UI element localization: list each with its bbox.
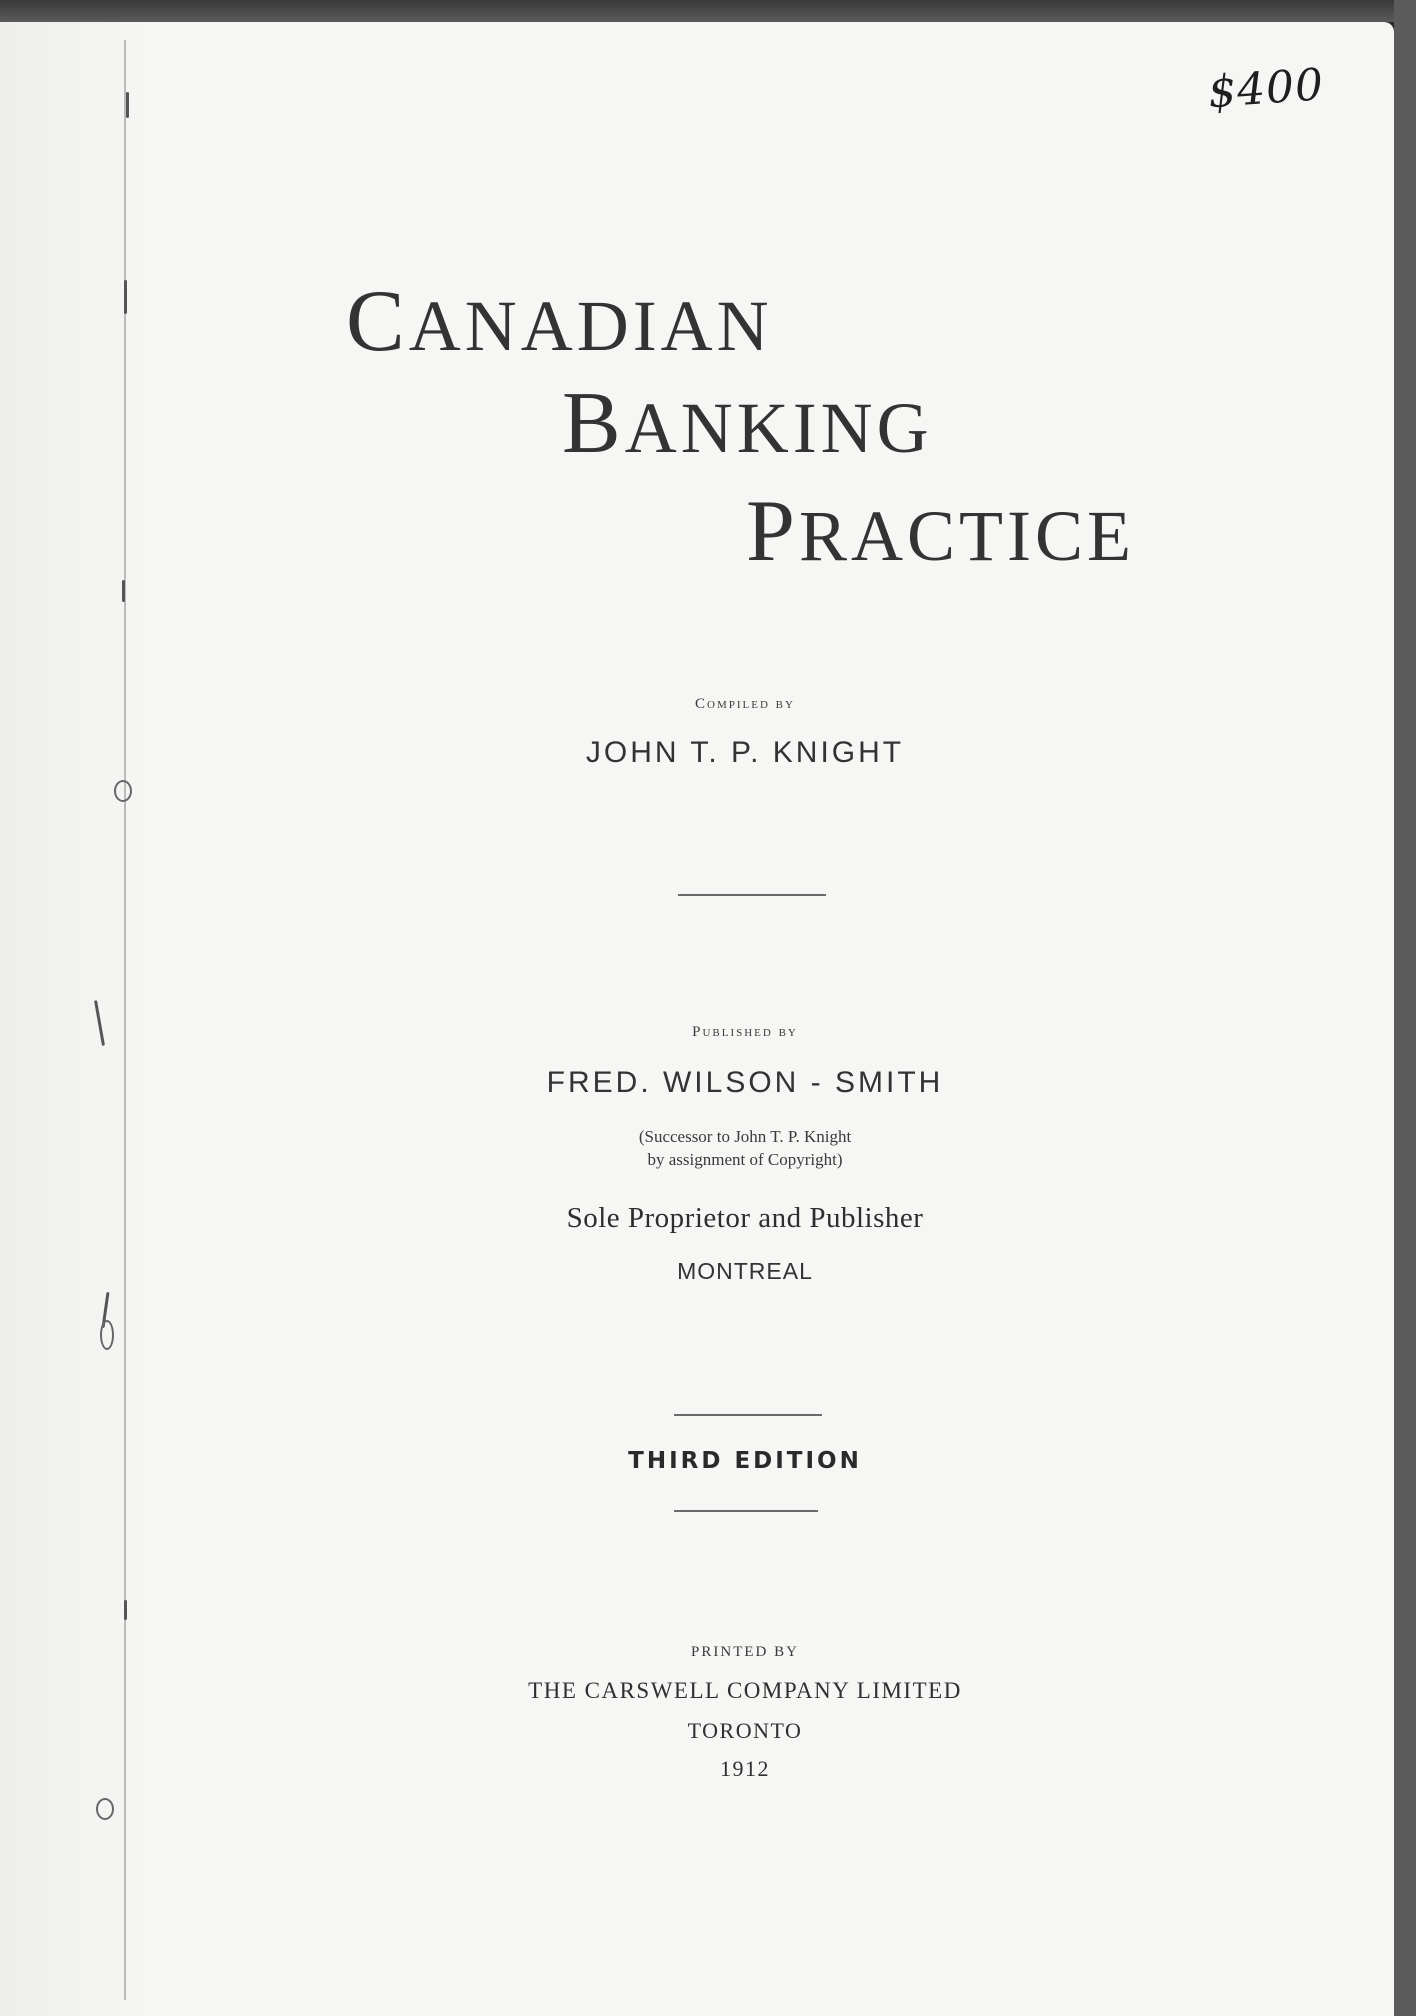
title-line-3-initial: P [746, 483, 799, 580]
title-line-3-rest: RACTICE [798, 496, 1135, 576]
printer-name: THE CARSWELL COMPANY LIMITED [528, 1678, 962, 1703]
title-line-2-initial: B [562, 375, 625, 472]
stitch-mark [122, 580, 125, 602]
stitch-mark [124, 1600, 127, 1620]
binding-line [124, 40, 126, 2000]
edition-label: THIRD EDITION [628, 1448, 862, 1474]
title-line-1-rest: ANADIAN [408, 286, 773, 366]
compiled-by-label: Compiled by [695, 696, 795, 712]
binding-edge [0, 22, 150, 2016]
successor-note: (Successor to John T. P. Knight by assignment of Copyright) [638, 1127, 852, 1169]
divider-rule [674, 1510, 818, 1512]
printer-city: TORONTO [687, 1718, 803, 1743]
stitch-mark [126, 92, 129, 118]
handwritten-price: $400 [1206, 59, 1326, 119]
title-line-2-rest: ANKING [624, 388, 933, 468]
title-line-3 [746, 483, 1135, 580]
title-line-2 [562, 375, 933, 472]
stitch-hole [114, 780, 132, 802]
publication-year: 1912 [720, 1756, 770, 1781]
published-by-label: Published by [692, 1024, 798, 1040]
stitch-mark [124, 280, 127, 314]
publisher-city: MONTREAL [677, 1258, 813, 1284]
stitch-hole [96, 1798, 114, 1820]
printed-by-label: PRINTED BY [691, 1644, 799, 1660]
title-line-1-initial: C [346, 273, 409, 370]
divider-rule [674, 1414, 822, 1416]
title-line-1 [346, 273, 773, 370]
compiler-name: JOHN T. P. KNIGHT [585, 736, 905, 769]
scanner-backdrop-top [0, 0, 1416, 22]
scanner-backdrop-right [1394, 0, 1416, 2016]
proprietor-line: Sole Proprietor and Publisher [566, 1202, 924, 1234]
divider-rule [678, 894, 826, 896]
stitch-hole [100, 1320, 114, 1350]
publisher-name: FRED. WILSON - SMITH [546, 1066, 944, 1099]
